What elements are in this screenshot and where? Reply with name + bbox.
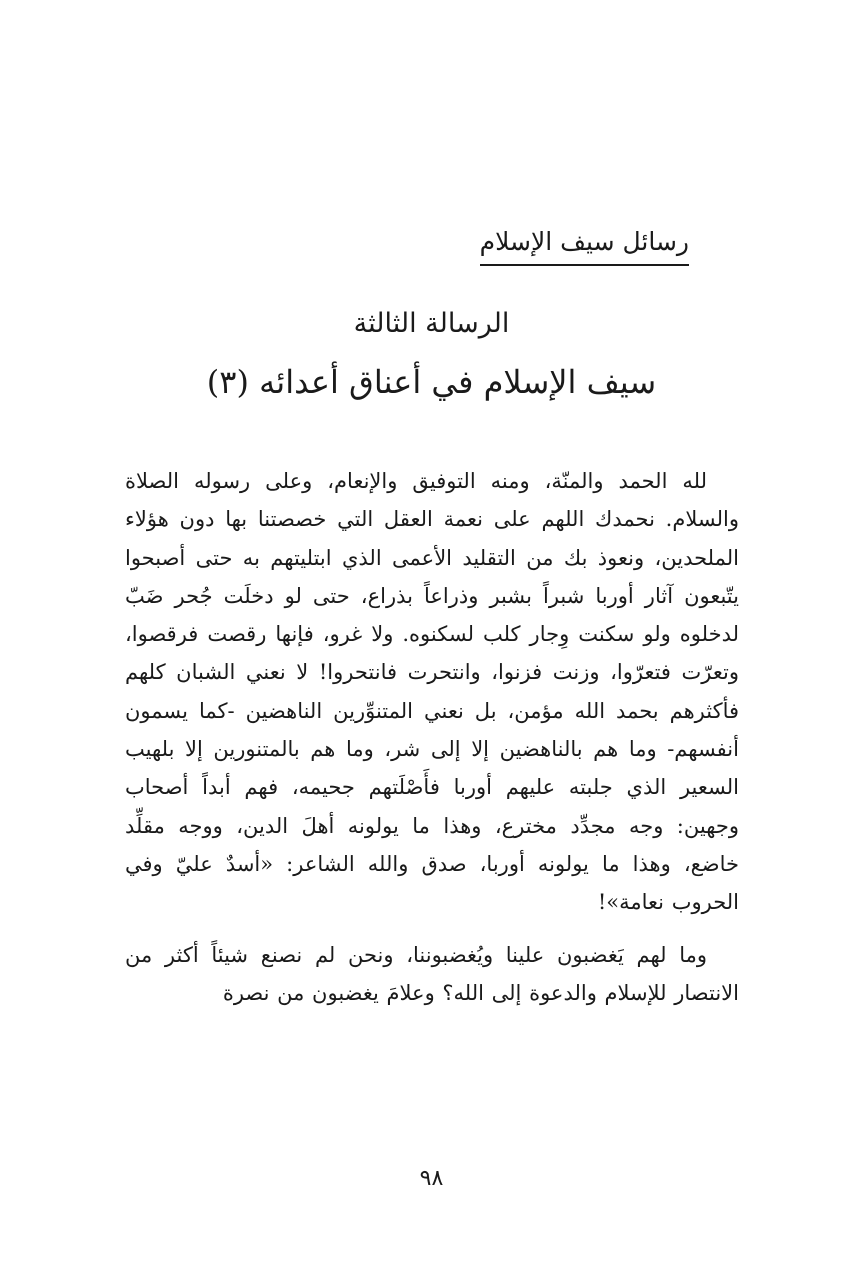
body-text [125, 462, 739, 1026]
page-number: ٩٨ [419, 1166, 444, 1191]
chapter-title: سيف الإسلام في أعناق أعدائه (٣) [206, 363, 657, 401]
paragraph-2: وما لهم يَغضبون علينا ويُغضبوننا، ونحن لم نصنع شيئاً أكثر من الانتصار للإسلام والدعوة إلى الله؟ وعلامَ يغضبون من نصرة [125, 942, 739, 1005]
running-header: رسائل سيف الإسلام [480, 222, 689, 266]
chapter-label: الرسالة الثالثة [353, 308, 510, 339]
paragraph-1: لله الحمد والمنّة، ومنه التوفيق والإنعام، وعلى رسوله الصلاة والسلام. نحمدك اللهم على نعمة العقل التي خصصتنا بها دون هؤلاء الملحدين، ونعوذ بك من التقليد الأعمى الذي ابتليتهم به حتى أصبحوا يتّبعون آثار أوربا شبراً بشبر وذراعاً بذراع، حتى لو دخلَت جُحر ضَبّ لدخلوه ولو سكنت وِجار كلب لسكنوه. ولا غرو، فإنها رقصت فرقصوا، وتعرّت فتعرّوا، وزنت فزنوا، وانتحرت فانتحروا! لا نعني الشبان كلهم فأكثرهم بحمد الله مؤمن، بل نعني المتنوِّرين الناهضين -كما يسمون أنفسهم- وما هم بالناهضين إلا إلى شر، وما هم بالمتنورين إلا بلهيب السعير الذي جلبته عليهم أوربا فأَصْلَتهم جحيمه، فهم أبداً أصحاب وجهين: وجه مجدِّد مخترع، وهذا ما يولونه أهلَ الدين، ووجه مقلِّد خاضع، وهذا ما يولونه أوربا، صدق والله الشاعر: «أسدٌ عليّ وفي الحروب نعامة»! [125, 469, 739, 915]
